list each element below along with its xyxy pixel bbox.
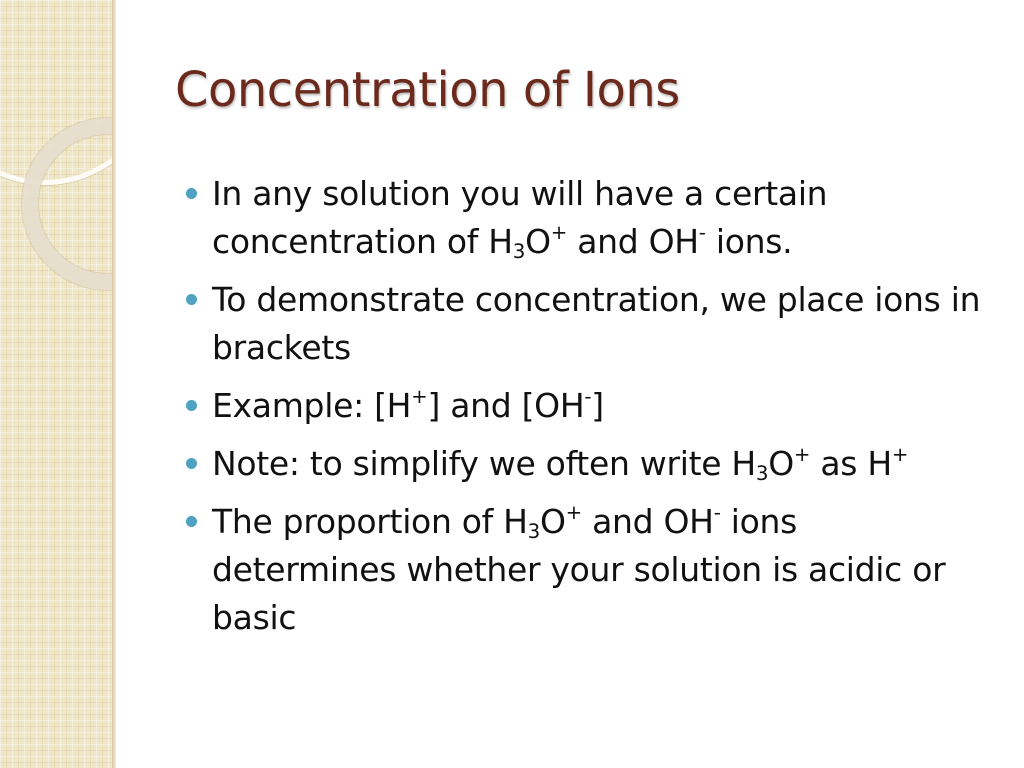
bullet-supscript: -	[713, 501, 721, 525]
bullet-segment: To demonstrate concentration, we place ions in brackets	[212, 280, 981, 367]
bullet-item	[184, 498, 984, 642]
bullet-subscript: 3	[527, 519, 540, 543]
bullet-subscript: 3	[512, 239, 526, 263]
bullet-segment: and OH	[581, 502, 714, 541]
bullet-segment: Note: to simplify we often write H	[212, 444, 756, 483]
bullet-subscript: 3	[755, 461, 769, 485]
slide-title: Concentration of Ions	[175, 62, 680, 118]
bullet-segment: ]	[591, 386, 604, 425]
bullet-text	[212, 386, 604, 425]
bullet-supscript: +	[550, 221, 568, 245]
bullet-item	[184, 170, 984, 266]
bullet-dot-icon	[186, 516, 197, 527]
bullet-item	[184, 382, 984, 430]
bullet-segment: and OH	[567, 222, 699, 261]
bullet-list	[184, 170, 984, 652]
bullet-text	[212, 280, 980, 367]
bullet-dot-icon	[186, 458, 197, 469]
bullet-item	[184, 440, 984, 488]
bullet-segment: O	[525, 222, 551, 261]
bullet-supscript: -	[584, 385, 592, 409]
bullet-segment: In any solution you will have a certain concentration of H	[212, 174, 828, 261]
bullet-segment: ions determines whether your solution is acidic or basic	[212, 502, 946, 637]
bullet-dot-icon	[186, 188, 197, 199]
bullet-supscript: -	[698, 221, 706, 245]
bullet-segment: ions.	[705, 222, 793, 261]
bullet-segment: as H	[810, 444, 892, 483]
bullet-segment: Example: [H	[212, 386, 412, 425]
bullet-dot-icon	[186, 400, 197, 411]
bullet-dot-icon	[186, 294, 197, 305]
bullet-text	[212, 444, 908, 483]
bullet-supscript: +	[565, 501, 582, 525]
bullet-supscript: +	[411, 385, 428, 409]
bullet-segment: The proportion of H	[212, 502, 528, 541]
bullet-segment: O	[768, 444, 794, 483]
decorative-sidebar	[0, 0, 112, 768]
bullet-segment: O	[539, 502, 566, 541]
sidebar-edge	[112, 0, 116, 768]
bullet-text	[212, 502, 945, 637]
bullet-supscript: +	[891, 443, 909, 467]
bullet-item	[184, 276, 984, 372]
bullet-text	[212, 174, 827, 261]
bullet-segment: ] and [OH	[427, 386, 585, 425]
bullet-supscript: +	[793, 443, 811, 467]
